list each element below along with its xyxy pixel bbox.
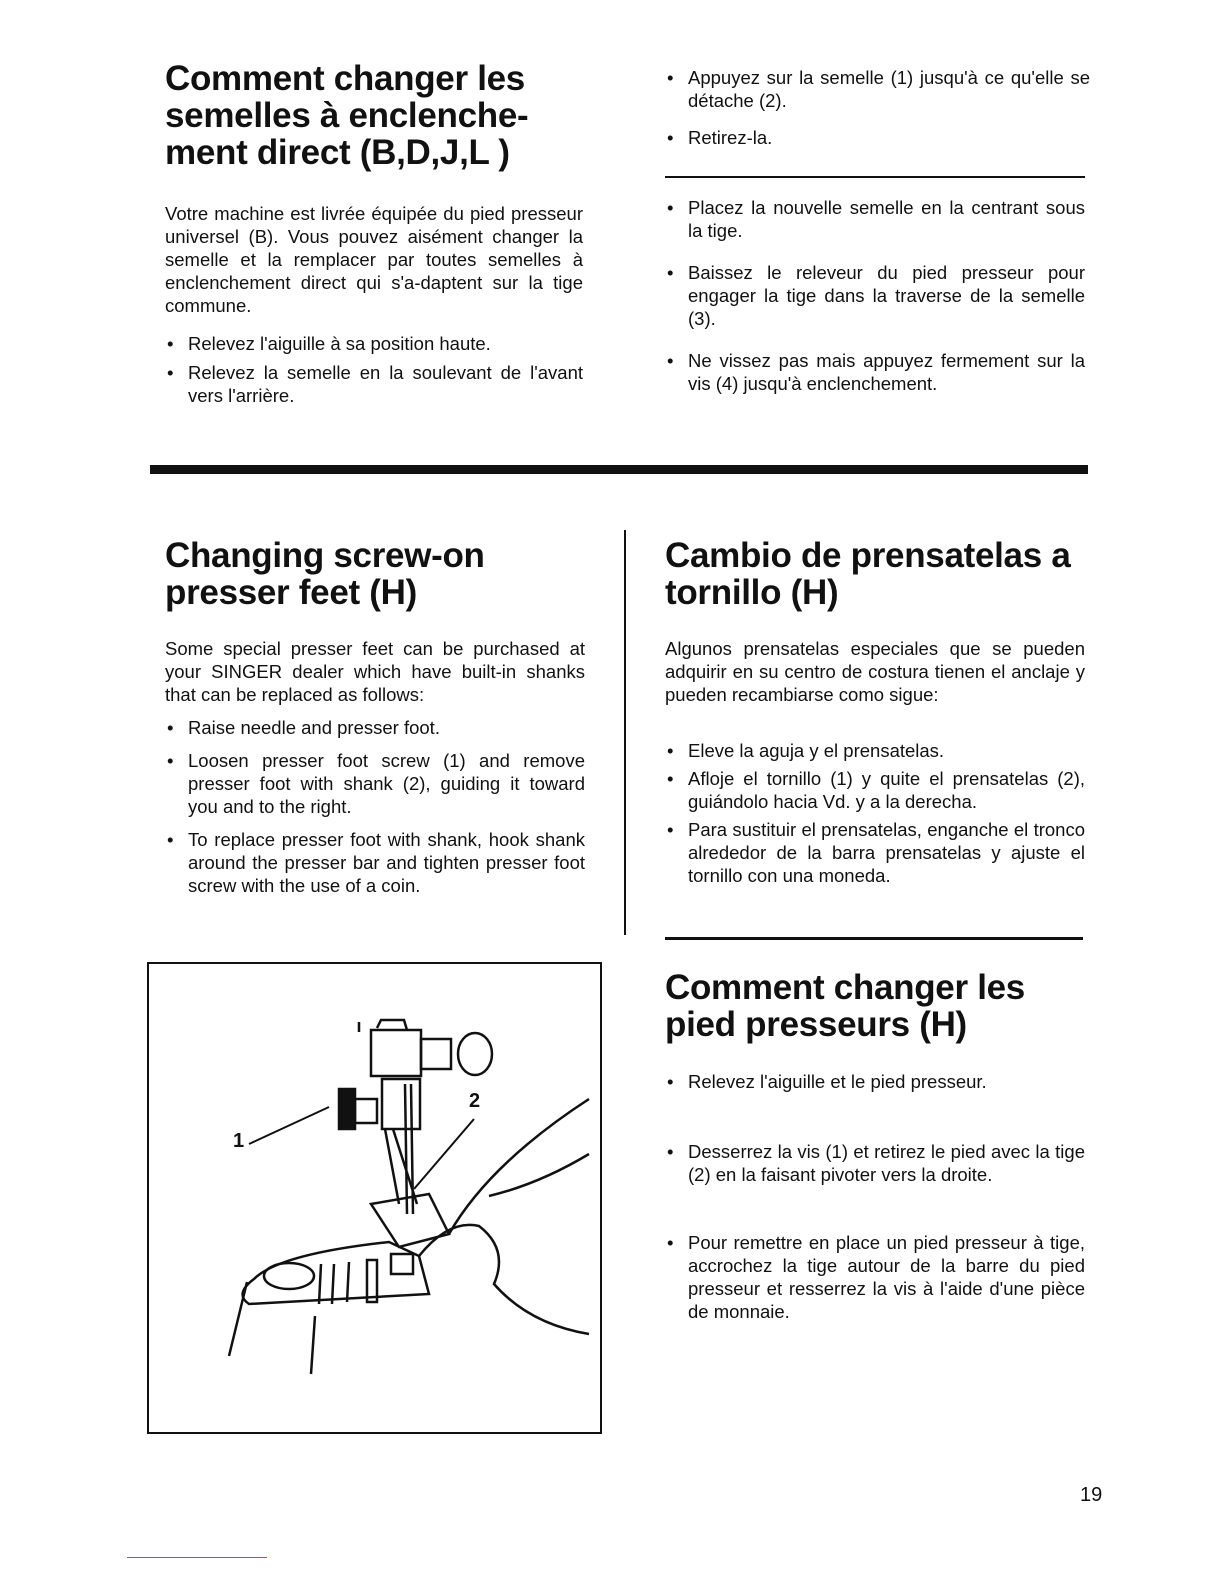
list-item: • Ne vissez pas mais appuyez fermement sur la vis (4) jusqu'à enclenchement. [665, 349, 1085, 395]
list-item: • Baissez le releveur du pied presseur pour engager la tige dans la traverse de la semelle (3). [665, 261, 1085, 330]
list-item: • Raise needle and presser foot. [165, 716, 585, 739]
list-item: • Placez la nouvelle semelle en la centrant sous la tige. [665, 196, 1085, 242]
heading-en: Changing screw-on presser feet (H) [165, 536, 485, 612]
presser-foot-illustration [147, 962, 602, 1434]
steps-fr-left [165, 332, 583, 407]
heading-es: Cambio de prensatelas a tornillo (H) [665, 536, 1071, 612]
steps-fr-bottom [665, 1070, 1085, 1323]
list-item: • Pour remettre en place un pied presseur à tige, accrochez la tige autour de la barre du pied presseur et resserrez la vis à l'aide d'une pièce de monnaie. [665, 1231, 1085, 1323]
list-item: • Relevez l'aiguille à sa position haute. [165, 332, 583, 355]
list-item: • Appuyez sur la semelle (1) jusqu'à ce qu'elle se détache (2). [665, 66, 1090, 112]
list-item: • Afloje el tornillo (1) y quite el prensatelas (2), guiándolo hacia Vd. y a la derecha. [665, 767, 1085, 813]
list-item: • Retirez-la. [665, 126, 1090, 149]
list-item: • Para sustituir el prensatelas, enganche el tronco alrededor de la barra prensatelas y ajuste el tornillo con una moneda. [665, 818, 1085, 887]
list-item: • Eleve la aguja y el prensatelas. [665, 739, 1085, 762]
heading-fr-semelles: Comment changer les semelles à enclenche-ment direct (B,D,J,L ) [165, 59, 529, 172]
divider [665, 937, 1083, 940]
intro-en: Some special presser feet can be purchased at your SINGER dealer which have built-in shanks that can be replaced as follows: [165, 638, 585, 705]
footnote-rule [127, 1557, 267, 1558]
page-number: 19 [1080, 1484, 1103, 1506]
list-item: • Desserrez la vis (1) et retirez le pied avec la tige (2) en la faisant pivoter vers la droite. [665, 1140, 1085, 1186]
list-item: • To replace presser foot with shank, hook shank around the presser bar and tighten presser foot screw with the use of a coin. [165, 828, 585, 897]
list-item: • Relevez l'aiguille et le pied presseur. [665, 1070, 1085, 1093]
steps-en [165, 716, 585, 897]
steps-fr-right-a [665, 66, 1090, 149]
divider [665, 176, 1085, 178]
column-divider [624, 530, 626, 935]
section-divider [150, 465, 1088, 474]
heading-fr-pied: Comment changer les pied presseurs (H) [665, 968, 1025, 1044]
intro-es: Algunos prensatelas especiales que se pueden adquirir en su centro de costura tienen el anclaje y pueden recambiarse como sigue: [665, 638, 1085, 705]
sewing-machine-foot-drawing [149, 964, 600, 1432]
callout-label-2: 2 [469, 1090, 481, 1112]
steps-fr-right-b [665, 196, 1085, 395]
intro-fr-semelles: Votre machine est livrée équipée du pied presseur universel (B). Vous pouvez aisément changer la semelle et la remplacer par toutes semelles à enclenchement direct qui s'a-daptent sur la tige commune. [165, 203, 583, 316]
list-item: • Loosen presser foot screw (1) and remove presser foot with shank (2), guiding it toward you and to the right. [165, 749, 585, 818]
steps-es [665, 739, 1085, 887]
list-item: • Relevez la semelle en la soulevant de l'avant vers l'arrière. [165, 361, 583, 407]
callout-label-1: 1 [233, 1130, 245, 1152]
